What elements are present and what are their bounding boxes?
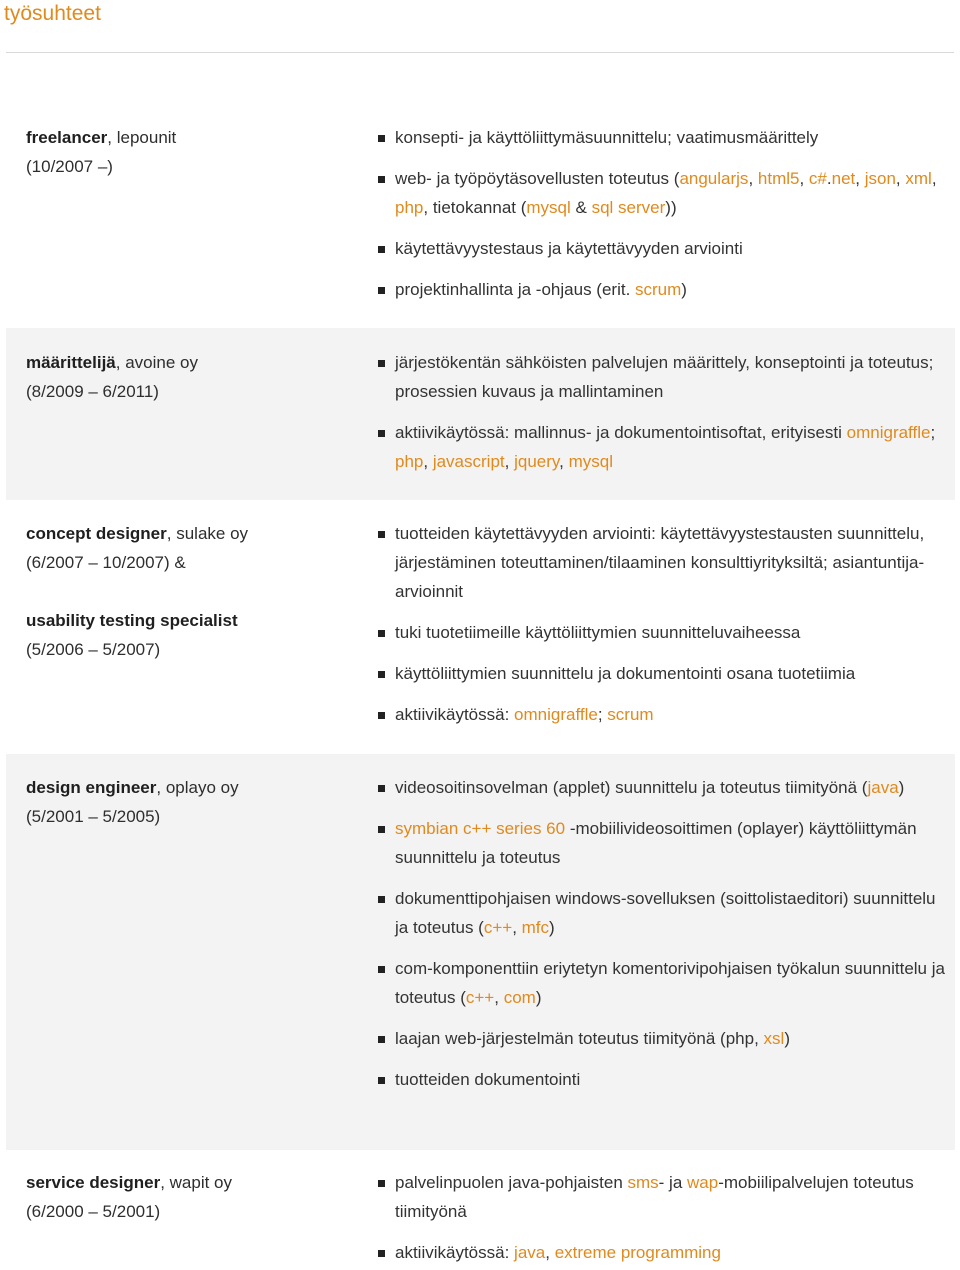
text-run: , bbox=[559, 452, 569, 471]
tech-term: scrum bbox=[635, 280, 682, 299]
tech-term: jquery bbox=[514, 452, 560, 471]
role-line bbox=[26, 773, 356, 802]
job-role bbox=[26, 773, 356, 831]
duty-item bbox=[378, 954, 948, 1012]
tech-term: omnigraffle bbox=[846, 423, 931, 442]
duty-item bbox=[378, 1024, 948, 1053]
text-run: laajan web-järjestelmän toteutus tiimityönä (php, bbox=[395, 1029, 764, 1048]
text-run: , bbox=[494, 988, 504, 1007]
job-role bbox=[26, 1168, 356, 1226]
text-run: , wapit oy bbox=[160, 1173, 233, 1192]
text-run: , bbox=[855, 169, 865, 188]
tech-term: java bbox=[867, 778, 899, 797]
text-run: järjestökentän sähköisten palvelujen määrittely, konseptointi ja toteutus; prosessien kuvaus ja mallintaminen bbox=[395, 353, 934, 401]
text-run: käytettävyystestaus ja käytettävyyden arviointi bbox=[395, 239, 743, 258]
square-bullet-icon bbox=[378, 896, 385, 903]
job-title-text: concept designer bbox=[26, 524, 167, 543]
job-duties bbox=[378, 519, 948, 729]
tech-term: sms bbox=[627, 1173, 659, 1192]
text-run: )) bbox=[665, 198, 677, 217]
tech-term: angularjs bbox=[679, 169, 749, 188]
job-section bbox=[6, 1150, 955, 1270]
text-run: (6/2000 – 5/2001) bbox=[26, 1202, 161, 1221]
text-run: , bbox=[545, 1243, 555, 1262]
tech-term: c++ bbox=[465, 988, 495, 1007]
role-line bbox=[26, 635, 356, 664]
text-run: aktiivikäytössä: bbox=[395, 705, 515, 724]
square-bullet-icon bbox=[378, 826, 385, 833]
square-bullet-icon bbox=[378, 176, 385, 183]
job-title-text: määrittelijä bbox=[26, 353, 116, 372]
job-role bbox=[26, 519, 356, 664]
job-section bbox=[6, 500, 955, 754]
duty-item bbox=[378, 275, 948, 304]
text-run: - ja bbox=[658, 1173, 688, 1192]
square-bullet-icon bbox=[378, 785, 385, 792]
text-run: ) bbox=[535, 988, 542, 1007]
tech-term: xml bbox=[905, 169, 932, 188]
duty-item bbox=[378, 1065, 948, 1094]
square-bullet-icon bbox=[378, 671, 385, 678]
text-run: dokumenttipohjaisen windows-sovelluksen (soittolistaeditori) suunnittelu ja toteutus ( bbox=[395, 889, 936, 937]
text-run: (10/2007 –) bbox=[26, 157, 113, 176]
text-run: , tietokannat ( bbox=[423, 198, 527, 217]
page-title: työsuhteet bbox=[4, 2, 101, 25]
text-run: aktiivikäytössä: mallinnus- ja dokumentointisoftat, erityisesti bbox=[395, 423, 847, 442]
square-bullet-icon bbox=[378, 287, 385, 294]
duty-item bbox=[378, 348, 948, 406]
text-run: ) bbox=[898, 778, 905, 797]
tech-term: wap bbox=[687, 1173, 719, 1192]
text-run: videosoitinsovelman (applet) suunnittelu ja toteutus tiimityönä ( bbox=[395, 778, 868, 797]
spacer bbox=[26, 577, 356, 606]
tech-term: javascript bbox=[432, 452, 505, 471]
tech-term: java bbox=[514, 1243, 546, 1262]
text-run: tuotteiden dokumentointi bbox=[395, 1070, 581, 1089]
job-duties bbox=[378, 123, 948, 304]
duty-item bbox=[378, 773, 948, 802]
tech-term: mysql bbox=[526, 198, 571, 217]
text-run: , sulake oy bbox=[166, 524, 249, 543]
job-section bbox=[6, 328, 955, 500]
text-run: , lepounit bbox=[107, 128, 177, 147]
tech-term: extreme programming bbox=[554, 1243, 721, 1262]
text-run: (8/2009 – 6/2011) bbox=[26, 382, 159, 401]
duty-item bbox=[378, 618, 948, 647]
duty-item bbox=[378, 234, 948, 263]
text-run: ; bbox=[597, 705, 608, 724]
duty-item bbox=[378, 1168, 948, 1226]
tech-term: php bbox=[395, 452, 424, 471]
square-bullet-icon bbox=[378, 531, 385, 538]
square-bullet-icon bbox=[378, 1250, 385, 1257]
text-run: , bbox=[748, 169, 758, 188]
square-bullet-icon bbox=[378, 712, 385, 719]
text-run: ; bbox=[930, 423, 936, 442]
job-duties bbox=[378, 348, 948, 476]
duty-item bbox=[378, 519, 948, 606]
duty-item bbox=[378, 700, 948, 729]
text-run: -mobiilipalvelujen toteutus tiimityönä bbox=[395, 1173, 914, 1221]
square-bullet-icon bbox=[378, 630, 385, 637]
duty-item bbox=[378, 418, 948, 476]
text-run: tuotteiden käytettävyyden arviointi: käytettävyystestausten suunnittelu, järjestäminen toteuttaminen/tilaaminen konsulttiyrityksiltä; asiantuntija-arvioinnit bbox=[395, 524, 925, 601]
role-line bbox=[26, 548, 356, 577]
role-line bbox=[26, 123, 356, 152]
text-run: ) bbox=[681, 280, 687, 299]
tech-term: html5 bbox=[757, 169, 800, 188]
job-section bbox=[6, 754, 955, 1150]
square-bullet-icon bbox=[378, 966, 385, 973]
duty-item bbox=[378, 164, 948, 222]
text-run: , bbox=[931, 169, 937, 188]
tech-term: c# bbox=[808, 169, 827, 188]
text-run: käyttöliittymien suunnittelu ja dokumentointi osana tuotetiimia bbox=[395, 664, 856, 683]
text-run: tuki tuotetiimeille käyttöliittymien suunnitteluvaiheessa bbox=[395, 623, 801, 642]
job-role bbox=[26, 123, 356, 181]
square-bullet-icon bbox=[378, 1077, 385, 1084]
text-run: , bbox=[512, 918, 522, 937]
text-run: ) bbox=[549, 918, 555, 937]
text-run: (5/2001 – 5/2005) bbox=[26, 807, 161, 826]
duty-item bbox=[378, 659, 948, 688]
text-run: . bbox=[826, 169, 832, 188]
tech-term: mfc bbox=[521, 918, 550, 937]
text-run: , bbox=[799, 169, 809, 188]
square-bullet-icon bbox=[378, 1180, 385, 1187]
tech-term: json bbox=[864, 169, 896, 188]
tech-term: php bbox=[395, 198, 424, 217]
job-title-text: service designer bbox=[26, 1173, 161, 1192]
square-bullet-icon bbox=[378, 246, 385, 253]
text-run: , bbox=[504, 452, 515, 471]
text-run: projektinhallinta ja -ohjaus (erit. bbox=[395, 280, 636, 299]
tech-term: sql server bbox=[591, 198, 666, 217]
job-title-text: design engineer bbox=[26, 778, 157, 797]
role-line bbox=[26, 519, 356, 548]
square-bullet-icon bbox=[378, 430, 385, 437]
duty-item bbox=[378, 814, 948, 872]
text-run: web- ja työpöytäsovellusten toteutus ( bbox=[395, 169, 680, 188]
text-run: konsepti- ja käyttöliittymäsuunnittelu; vaatimusmäärittely bbox=[395, 128, 819, 147]
text-run: , bbox=[895, 169, 906, 188]
duty-item bbox=[378, 1238, 948, 1267]
square-bullet-icon bbox=[378, 360, 385, 367]
duty-item bbox=[378, 123, 948, 152]
tech-term: com bbox=[503, 988, 536, 1007]
tech-term: mysql bbox=[568, 452, 613, 471]
tech-term: c++ bbox=[483, 918, 513, 937]
text-run: , oplayo oy bbox=[156, 778, 239, 797]
text-run: ) bbox=[784, 1029, 790, 1048]
title-divider bbox=[6, 52, 954, 53]
text-run: , bbox=[423, 452, 433, 471]
job-section bbox=[6, 103, 955, 328]
text-run: , avoine oy bbox=[115, 353, 198, 372]
tech-term: net bbox=[831, 169, 856, 188]
square-bullet-icon bbox=[378, 135, 385, 142]
role-line bbox=[26, 802, 356, 831]
square-bullet-icon bbox=[378, 1036, 385, 1043]
text-run: palvelinpuolen java-pohjaisten bbox=[395, 1173, 628, 1192]
text-run: -mobiilivideosoittimen (oplayer) käyttöliittymän suunnittelu ja toteutus bbox=[395, 819, 917, 867]
text-run: aktiivikäytössä: bbox=[395, 1243, 515, 1262]
role-line bbox=[26, 1168, 356, 1197]
text-run: com-komponenttiin eriytetyn komentorivipohjaisen työkalun suunnittelu ja toteutus ( bbox=[395, 959, 945, 1007]
role-line bbox=[26, 606, 356, 635]
role-line bbox=[26, 152, 356, 181]
tech-term: omnigraffle bbox=[514, 705, 598, 724]
job-role bbox=[26, 348, 356, 406]
tech-term: xsl bbox=[763, 1029, 785, 1048]
text-run: (5/2006 – 5/2007) bbox=[26, 640, 161, 659]
job-duties bbox=[378, 773, 948, 1094]
job-title-text: usability testing specialist bbox=[26, 611, 238, 630]
text-run: (6/2007 – 10/2007) & bbox=[26, 553, 186, 572]
tech-term: symbian c++ series 60 bbox=[395, 819, 566, 838]
duty-item bbox=[378, 884, 948, 942]
role-line bbox=[26, 377, 356, 406]
job-title-text: freelancer bbox=[26, 128, 108, 147]
tech-term: scrum bbox=[607, 705, 654, 724]
text-run: & bbox=[570, 198, 592, 217]
role-line bbox=[26, 348, 356, 377]
job-duties bbox=[378, 1168, 948, 1267]
role-line bbox=[26, 1197, 356, 1226]
